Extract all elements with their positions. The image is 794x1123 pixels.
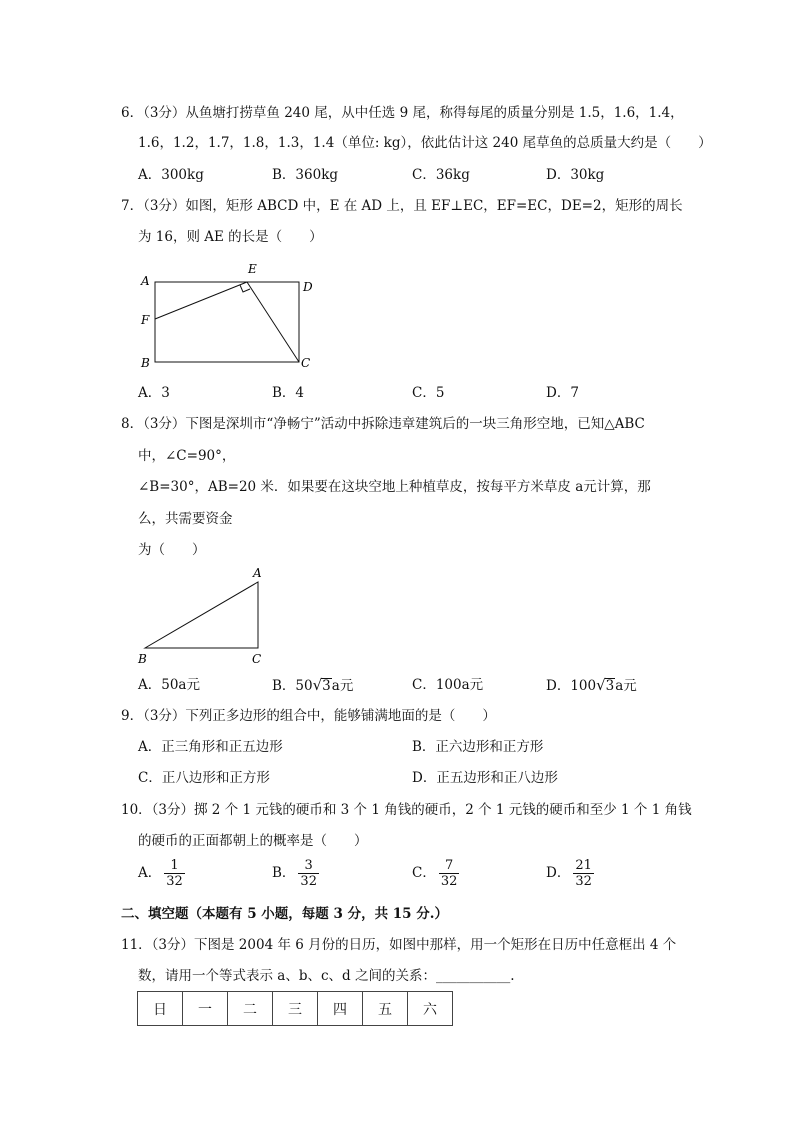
option-prefix: C． bbox=[412, 865, 436, 881]
rectangle-figure bbox=[135, 258, 325, 373]
right-angle-mark bbox=[240, 285, 250, 292]
calendar-header-cell: 三 bbox=[273, 992, 318, 1026]
q10-line1: 10．（3分）掷 2 个 1 元钱的硬币和 3 个 1 角钱的硬币，2 个 1 元钱的硬币和至少 1 个 1 角钱 bbox=[121, 802, 692, 818]
rectangle-abcd bbox=[155, 282, 299, 362]
triangle-abc bbox=[145, 582, 258, 648]
denominator: 32 bbox=[300, 874, 317, 889]
q6-option-b: B．360kg bbox=[272, 167, 339, 183]
denominator: 32 bbox=[575, 874, 592, 889]
calendar-header-cell: 六 bbox=[408, 992, 453, 1026]
q7-line2: 为 16，则 AE 的长是（ ） bbox=[138, 229, 323, 245]
q6-line2: 1.6，1.2，1.7，1.8，1.3，1.4（单位: kg），依此估计这 240 尾草鱼的总质量大约是（ ） bbox=[138, 135, 712, 151]
option-prefix: A． bbox=[138, 865, 162, 881]
segment-ec bbox=[247, 282, 299, 362]
label-b: B bbox=[138, 652, 147, 666]
numerator: 3 bbox=[298, 858, 319, 874]
fraction bbox=[573, 858, 594, 889]
q7-option-d: D．7 bbox=[546, 385, 579, 401]
q7-option-c: C．5 bbox=[412, 385, 445, 401]
label-c: C bbox=[252, 652, 262, 666]
q11-line1: 11．（3分）下图是 2004 年 6 月份的日历，如图中那样，用一个矩形在日历中任意框出 4 个 bbox=[121, 937, 677, 953]
denominator: 32 bbox=[166, 874, 183, 889]
q8-line3: ∠B=30°，AB=20 米．如果要在这块空地上种植草皮，按每平方米草皮 a元计算，那 bbox=[138, 479, 651, 495]
fraction bbox=[439, 858, 460, 889]
calendar-header-cell: 一 bbox=[183, 992, 228, 1026]
label-e: E bbox=[248, 262, 257, 276]
q10-option-d bbox=[546, 858, 594, 889]
q6-option-c: C．36kg bbox=[412, 167, 470, 183]
numerator: 7 bbox=[439, 858, 460, 874]
label-f: F bbox=[141, 313, 150, 327]
calendar-header-cell: 四 bbox=[318, 992, 363, 1026]
q10-option-c bbox=[412, 858, 459, 889]
calendar-header-cell: 二 bbox=[228, 992, 273, 1026]
q8-line4: 么，共需要资金 bbox=[138, 511, 233, 527]
q8-option-d-coef: D．100 bbox=[546, 678, 597, 694]
numerator: 1 bbox=[164, 858, 185, 874]
triangle-figure bbox=[135, 563, 275, 669]
radical-sign: √ bbox=[312, 676, 323, 694]
q10-option-a bbox=[138, 858, 185, 889]
segment-fe bbox=[155, 282, 247, 319]
q6-option-d: D．30kg bbox=[546, 167, 605, 183]
q7-option-a: A．3 bbox=[138, 385, 170, 401]
q8-line2: 中，∠C=90°， bbox=[138, 448, 236, 464]
q7-option-b: B．4 bbox=[272, 385, 305, 401]
label-b: B bbox=[141, 356, 150, 370]
q9-option-c: C．正八边形和正方形 bbox=[138, 770, 270, 786]
q8-option-a: A．50a元 bbox=[138, 677, 200, 693]
fraction bbox=[298, 858, 319, 889]
calendar-header-cell: 日 bbox=[138, 992, 183, 1026]
calendar-header-table bbox=[137, 991, 453, 1026]
q9-line1: 9．（3分）下列正多边形的组合中，能够铺满地面的是（ ） bbox=[121, 708, 496, 724]
q10-line2: 的硬币的正面都朝上的概率是（ ） bbox=[138, 833, 368, 849]
option-prefix: D． bbox=[546, 865, 571, 881]
label-a: A bbox=[141, 274, 150, 288]
q8-option-b bbox=[272, 676, 353, 695]
q8-line1: 8．（3分）下图是深圳市“净畅宁”活动中拆除违章建筑后的一块三角形空地，已知△ABC bbox=[121, 416, 645, 432]
q8-option-b-tail: a元 bbox=[331, 678, 354, 694]
calendar-header-row bbox=[138, 992, 453, 1026]
numerator: 21 bbox=[575, 858, 592, 873]
q8-option-d bbox=[546, 676, 637, 695]
q9-option-d: D．正五边形和正八边形 bbox=[412, 770, 558, 786]
q8-option-b-coef: B．50 bbox=[272, 678, 313, 694]
q8-line5: 为（ ） bbox=[138, 542, 206, 558]
q9-option-a: A．正三角形和正五边形 bbox=[138, 739, 283, 755]
label-a: A bbox=[253, 566, 262, 580]
q8-option-c: C．100a元 bbox=[412, 677, 484, 693]
q6-option-a: A．300kg bbox=[138, 167, 204, 183]
q10-option-b bbox=[272, 858, 319, 889]
q8-option-b-radicand: 3 bbox=[322, 678, 331, 694]
option-prefix: B． bbox=[272, 865, 296, 881]
q9-option-b: B．正六边形和正方形 bbox=[412, 739, 544, 755]
denominator: 32 bbox=[440, 874, 458, 889]
section-title: 二、填空题（本题有 5 小题，每题 3 分，共 15 分.） bbox=[121, 906, 448, 922]
q11-line2: 数，请用一个等式表示 a、b、c、d 之间的关系：___________. bbox=[138, 968, 515, 984]
radical-sign: √ bbox=[596, 676, 606, 694]
q8-option-d-radicand: 3 bbox=[605, 678, 615, 694]
calendar-header-cell: 五 bbox=[363, 992, 408, 1026]
q8-option-d-tail: a元 bbox=[615, 678, 637, 694]
q7-line1: 7．（3分）如图，矩形 ABCD 中，E 在 AD 上，且 EF⊥EC，EF=EC，DE=2，矩形的周长 bbox=[121, 198, 683, 214]
label-c: C bbox=[301, 356, 311, 370]
label-d: D bbox=[303, 280, 313, 294]
fraction bbox=[164, 858, 185, 889]
q6-line1: 6．（3分）从鱼塘打捞草鱼 240 尾，从中任选 9 尾，称得每尾的质量分别是 1.5，1.6，1.4， bbox=[121, 105, 684, 121]
